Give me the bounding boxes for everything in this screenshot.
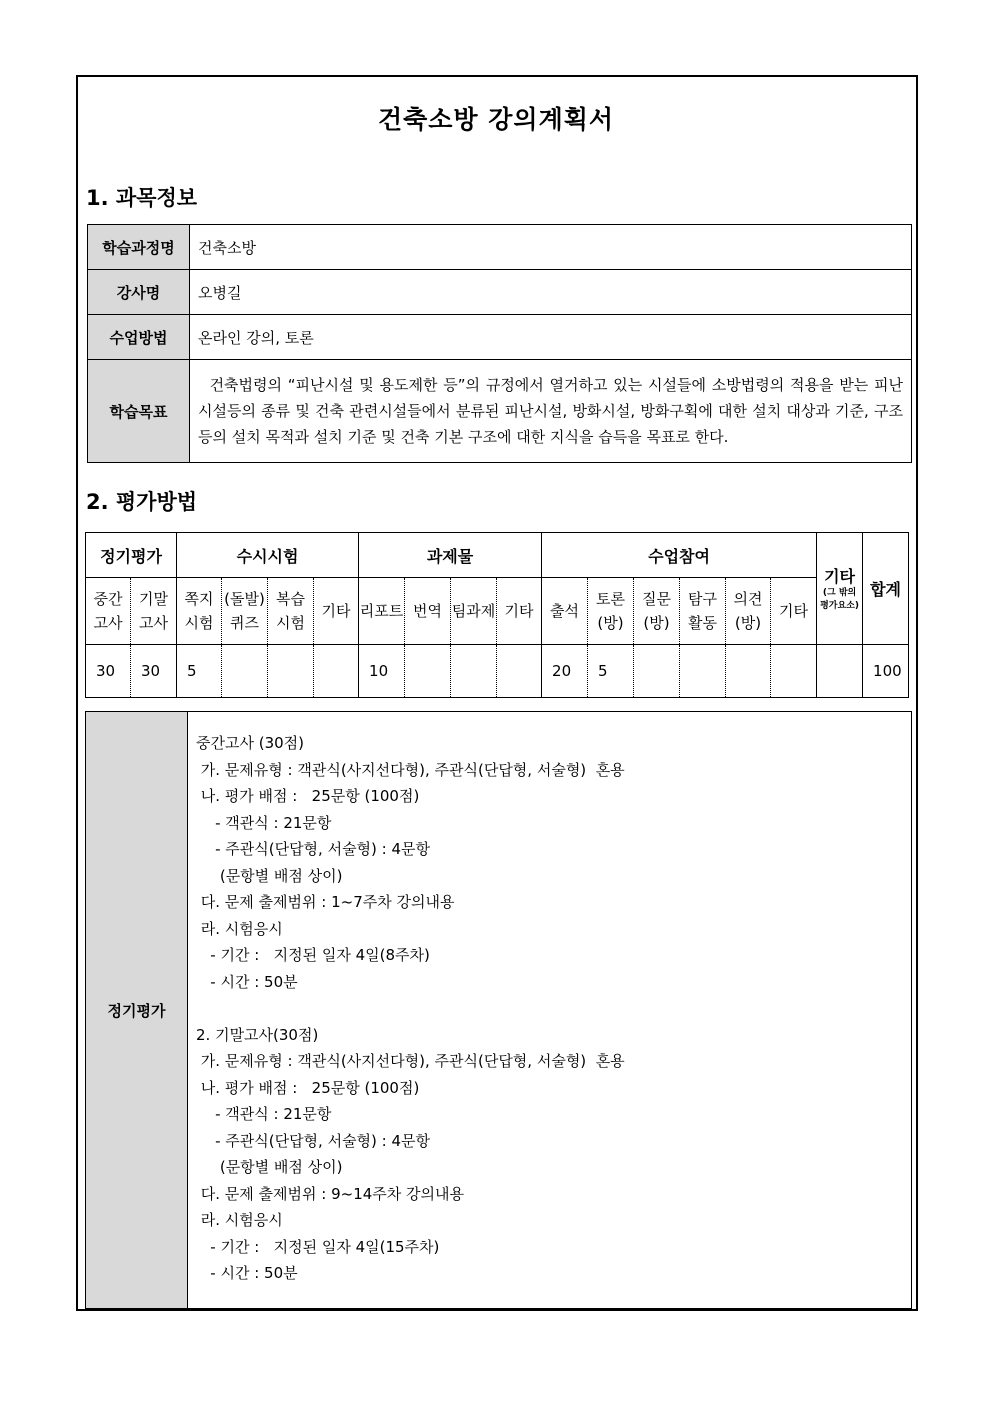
inquiry-value	[680, 645, 726, 698]
review-value	[268, 645, 314, 698]
regular-eval-header: 정기평가	[86, 533, 177, 578]
quiz-value: 5	[177, 645, 222, 698]
etc-value	[817, 645, 863, 698]
total-header: 합계	[863, 533, 909, 645]
exam-detail-line: (문항별 배점 상이)	[196, 866, 343, 885]
review-header	[268, 578, 314, 645]
final-header-l1: 기말	[139, 590, 168, 608]
etc-header-note: (그 밖의 평가요소)	[820, 588, 859, 611]
opinion-header-l1: 의견	[733, 590, 763, 608]
asg-etc-header: 기타	[497, 578, 542, 645]
question-header-l1: 질문	[642, 590, 672, 608]
exam-detail-content	[188, 712, 912, 1309]
exam-detail-line: (문항별 배점 상이)	[196, 1158, 343, 1176]
evaluation-table	[85, 532, 909, 698]
exam-detail-line: 가. 문제유형 : 객관식(사지선다형), 주관식(단답형, 서술형) 혼용	[196, 760, 625, 779]
exam-detail-line: - 객관식 : 21문항	[196, 1105, 332, 1123]
attendance-header: 출석	[542, 578, 588, 645]
team-value	[451, 645, 497, 698]
course-info-table	[87, 224, 912, 463]
etc-header-label: 기타	[824, 567, 855, 586]
exam-detail-line: 중간고사 (30점)	[196, 734, 305, 752]
discussion-header-l1: 토론	[596, 590, 626, 608]
exam-detail-label: 정기평가	[86, 712, 188, 1309]
instructor-value: 오병길	[190, 270, 912, 315]
objective-value: 건축법령의 “피난시설 및 용도제한 등”의 규정에서 열거하고 있는 시설들에 소방법령의 적용을 받는 피난시설등의 종류 및 건축 관련시설들에서 분류된 피난시설, 방화시설, 방화구획에 대한 설치 대상과 기준, 구조 등의 설치 목적과 설치 기준 및 건축 기본 구조에 대한 지식을 습득을 목표로 한다.	[190, 360, 912, 463]
question-header	[634, 578, 680, 645]
exam-detail-line: - 기간 : 지정된 일자 4일(8주차)	[196, 946, 430, 964]
total-value: 100	[863, 645, 909, 698]
course-name-label: 학습과정명	[88, 225, 190, 270]
quiz-header-l1: 쪽지	[184, 590, 214, 608]
instructor-row	[88, 270, 912, 315]
team-header: 팀과제	[451, 578, 497, 645]
final-header-l2: 고사	[139, 614, 168, 632]
document-title: 건축소방 강의계획서	[377, 105, 615, 134]
translation-value	[405, 645, 451, 698]
occ-etc-header: 기타	[314, 578, 359, 645]
exam-detail-table	[85, 711, 912, 1309]
inquiry-header-l2: 활동	[688, 614, 718, 632]
quiz-header-l2: 시험	[184, 614, 214, 632]
occ-etc-value	[314, 645, 359, 698]
exam-detail-line: 가. 문제유형 : 객관식(사지선다형), 주관식(단답형, 서술형) 혼용	[196, 1052, 625, 1070]
exam-detail-line: 나. 평가 배점 : 25문항 (100점)	[196, 787, 420, 805]
quiz-header	[177, 578, 222, 645]
midterm-value: 30	[86, 645, 131, 698]
question-value	[634, 645, 680, 698]
exam-detail-line: 다. 문제 출제범위 : 1~7주차 강의내용	[196, 893, 455, 911]
objective-label: 학습목표	[88, 360, 190, 463]
review-header-l2: 시험	[276, 614, 305, 632]
exam-detail-line: - 주관식(단답형, 서술형) : 4문항	[196, 840, 431, 858]
method-label: 수업방법	[88, 315, 190, 360]
opinion-value	[726, 645, 771, 698]
exam-detail-line: 나. 평가 배점 : 25문항 (100점)	[196, 1078, 420, 1097]
midterm-header-l1: 중간	[93, 590, 123, 608]
popquiz-header	[222, 578, 268, 645]
participation-header: 수업참여	[542, 533, 817, 578]
exam-detail-row	[86, 712, 912, 1309]
discussion-header-l2: (방)	[597, 614, 624, 632]
exam-detail-line: - 시간 : 50분	[196, 972, 298, 991]
inquiry-header	[680, 578, 726, 645]
attendance-value: 20	[542, 645, 588, 698]
popquiz-value	[222, 645, 268, 698]
discussion-value: 5	[588, 645, 634, 698]
objective-row	[88, 360, 912, 463]
exam-detail-line: - 기간 : 지정된 일자 4일(15주차)	[196, 1237, 440, 1256]
midterm-header	[86, 578, 131, 645]
opinion-header	[726, 578, 771, 645]
final-header	[131, 578, 177, 645]
midterm-header-l2: 고사	[93, 614, 123, 632]
opinion-header-l2: (방)	[734, 614, 762, 632]
etc-header	[817, 533, 863, 645]
exam-detail-line	[196, 995, 903, 1022]
assignment-header: 과제물	[359, 533, 542, 578]
eval-group-row	[86, 533, 909, 578]
exam-detail-line: - 주관식(단답형, 서술형) : 4문항	[196, 1131, 431, 1150]
exam-detail-line: - 객관식 : 21문항	[196, 813, 332, 832]
exam-detail-line: - 시간 : 50분	[196, 1264, 298, 1282]
discussion-header	[588, 578, 634, 645]
report-value: 10	[359, 645, 405, 698]
exam-detail-line: 2. 기말고사(30점)	[196, 1025, 319, 1044]
popquiz-header-l2: 퀴즈	[230, 614, 259, 632]
review-header-l1: 복습	[276, 590, 305, 608]
method-row	[88, 315, 912, 360]
asg-etc-value	[497, 645, 542, 698]
exam-detail-line: 다. 문제 출제범위 : 9~14주차 강의내용	[196, 1184, 465, 1203]
report-header: 리포트	[359, 578, 405, 645]
course-name-value: 건축소방	[190, 225, 912, 270]
section1-heading: 1. 과목정보	[86, 186, 198, 210]
part-etc-value	[771, 645, 817, 698]
exam-detail-line: 라. 시험응시	[196, 1211, 283, 1229]
final-value: 30	[131, 645, 177, 698]
part-etc-header: 기타	[771, 578, 817, 645]
section2-heading: 2. 평가방법	[86, 490, 198, 514]
method-value: 온라인 강의, 토론	[190, 315, 912, 360]
occasional-exam-header: 수시시험	[177, 533, 359, 578]
inquiry-header-l1: 탐구	[688, 590, 718, 608]
instructor-label: 강사명	[88, 270, 190, 315]
popquiz-header-l1: (돌발)	[224, 590, 265, 608]
course-name-row	[88, 225, 912, 270]
question-header-l2: (방)	[643, 614, 670, 632]
exam-detail-line: 라. 시험응시	[196, 919, 283, 938]
eval-value-row	[86, 645, 909, 698]
translation-header: 번역	[405, 578, 451, 645]
eval-sub-row	[86, 578, 909, 645]
